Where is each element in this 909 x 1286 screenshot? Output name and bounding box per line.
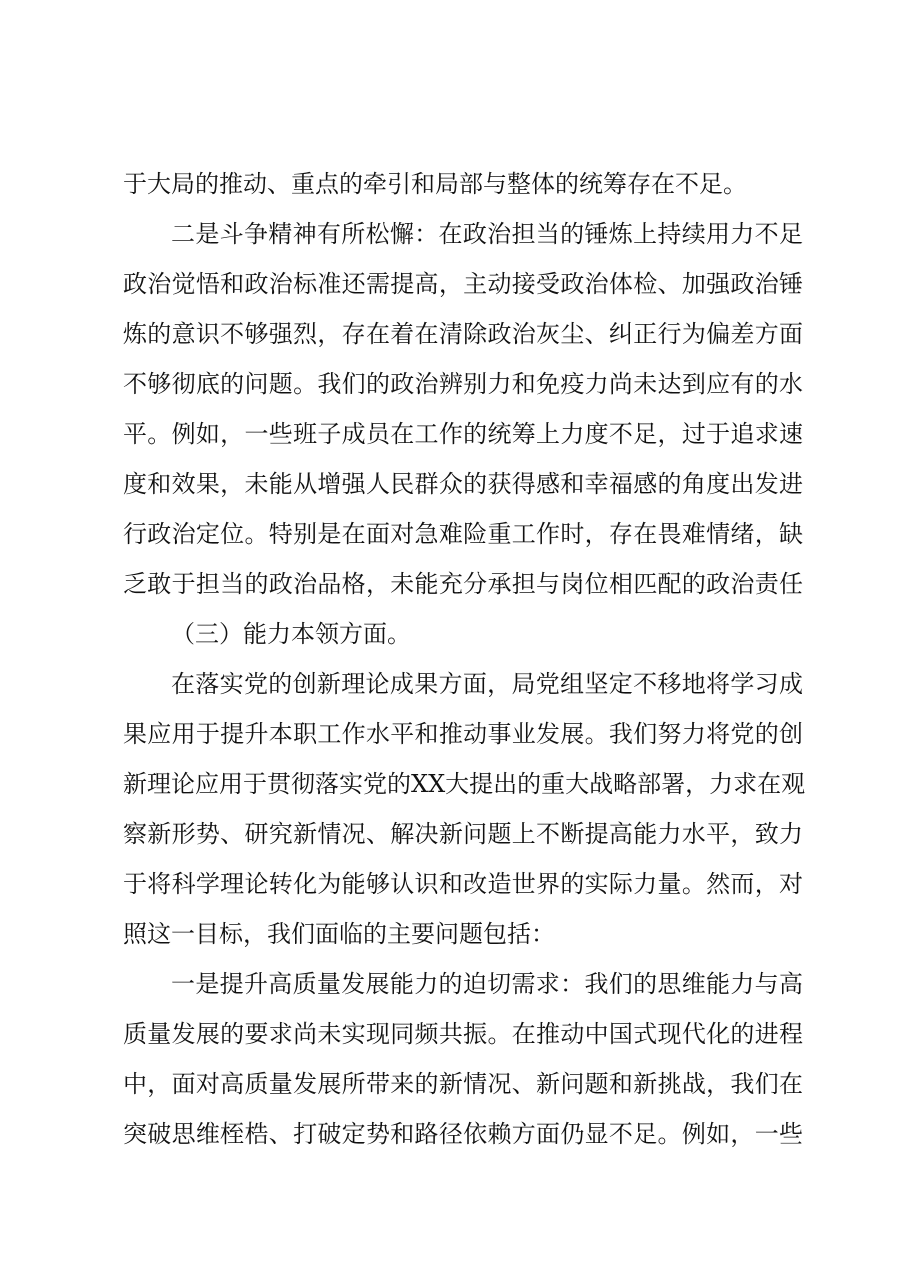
- text-line: 平。例如，一些班子成员在工作的统筹上力度不足，过于追求速: [123, 420, 803, 448]
- text-line: 突破思维桎梏、打破定势和路径依赖方面仍显不足。例如，一些: [123, 1120, 803, 1148]
- text-line: 于将科学理论转化为能够认识和改造世界的实际力量。然而，对: [123, 870, 803, 898]
- text-line: 炼的意识不够强烈，存在着在清除政治灰尘、纠正行为偏差方面: [123, 320, 803, 348]
- text-line: 度和效果，未能从增强人民群众的获得感和幸福感的角度出发进: [123, 470, 803, 498]
- text-line: 一是提升高质量发展能力的迫切需求：我们的思维能力与高: [171, 970, 803, 998]
- text-line: 察新形势、研究新情况、解决新问题上不断提高能力水平，致力: [123, 820, 803, 848]
- text-line: 质量发展的要求尚未实现同频共振。在推动中国式现代化的进程: [123, 1020, 803, 1048]
- text-line: 果应用于提升本职工作水平和推动事业发展。我们努力将党的创: [123, 720, 803, 748]
- text-line: 于大局的推动、重点的牵引和局部与整体的统筹存在不足。: [123, 170, 747, 198]
- text-line: 新理论应用于贯彻落实党的XX大提出的重大战略部署，力求在观: [123, 770, 806, 798]
- text-line: 二是斗争精神有所松懈：在政治担当的锤炼上持续用力不足: [171, 220, 803, 248]
- text-line: 政治觉悟和政治标准还需提高，主动接受政治体检、加强政治锤: [123, 270, 803, 298]
- text-line: 在落实党的创新理论成果方面，局党组坚定不移地将学习成: [171, 670, 803, 698]
- text-line: 照这一目标，我们面临的主要问题包括：: [123, 920, 555, 948]
- text-line: 中，面对高质量发展所带来的新情况、新问题和新挑战，我们在: [123, 1070, 803, 1098]
- text-line: 不够彻底的问题。我们的政治辨别力和免疫力尚未达到应有的水: [123, 370, 803, 398]
- text-line: 行政治定位。特别是在面对急难险重工作时，存在畏难情绪，缺: [123, 520, 803, 548]
- text-line: 乏敢于担当的政治品格，未能充分承担与岗位相匹配的政治责任: [123, 570, 803, 598]
- section-heading: （三）能力本领方面。: [171, 620, 411, 648]
